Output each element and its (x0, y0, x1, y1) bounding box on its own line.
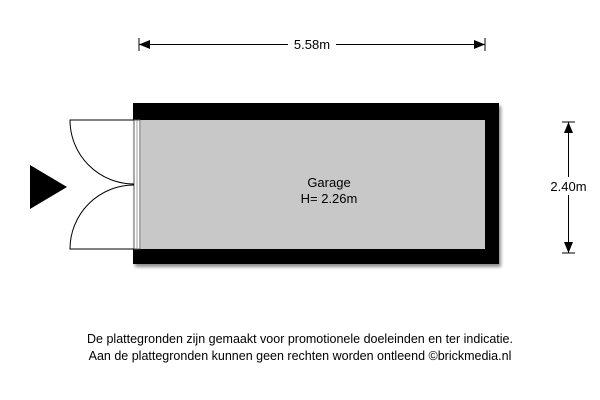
width-dimension (139, 35, 485, 53)
width-dimension-label: 5.58m (293, 37, 331, 52)
room-height: H= 2.26m (300, 191, 358, 206)
double-door (70, 120, 134, 249)
height-dimension-label: 2.40m (550, 179, 587, 194)
upper-door-swing (70, 120, 134, 184)
room-name: Garage (307, 175, 351, 190)
height-dimension (547, 122, 591, 253)
disclaimer-line-2: Aan de plattegronden kunnen geen rechten worden ontleend ©brickmedia.nl (88, 349, 512, 363)
entrance-arrow-icon (30, 165, 67, 209)
lower-door-swing (70, 185, 134, 249)
disclaimer-line-1: De plattegronden zijn gemaakt voor promotionele doeleinden en ter indicatie. (87, 332, 513, 346)
